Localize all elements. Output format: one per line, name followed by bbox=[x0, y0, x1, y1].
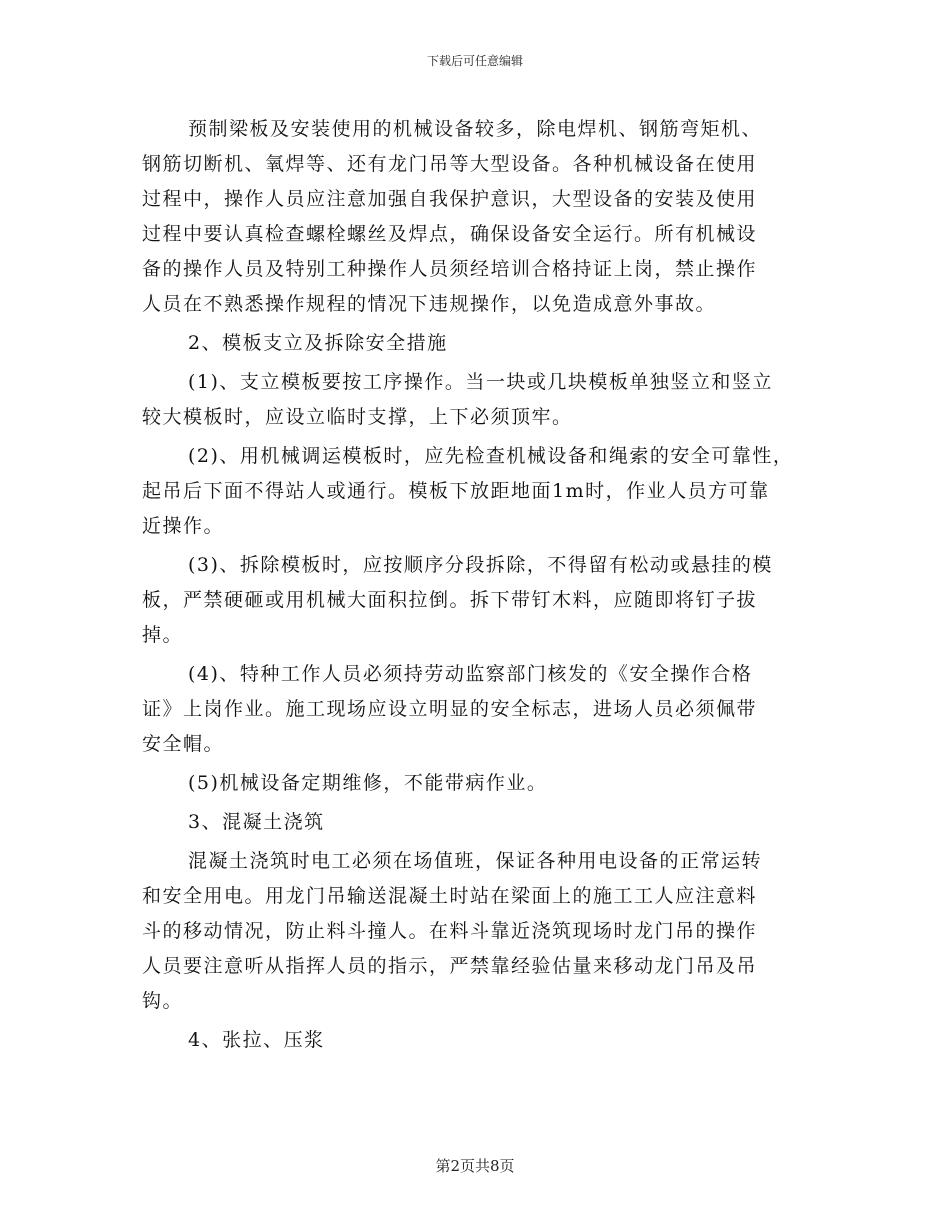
paragraph-line: 过程中要认真检查螺栓螺丝及焊点，确保设备安全运行。所有机械设 bbox=[142, 223, 758, 245]
paragraph-line: 斗的移动情况，防止料斗撞人。在料斗靠近浇筑现场时龙门吊的操作 bbox=[142, 920, 758, 942]
paragraph-line: (2)、用机械调运模板时，应先检查机械设备和绳索的安全可靠性， bbox=[188, 445, 794, 467]
paragraph-line: 近操作。 bbox=[142, 515, 225, 537]
paragraph-line: 备的操作人员及特别工种操作人员须经培训合格持证上岗，禁止操作 bbox=[142, 258, 758, 280]
page-number: 第2页共8页 bbox=[435, 1157, 515, 1175]
paragraph-line: 人员要注意听从指挥人员的指示，严禁靠经验估量来移动龙门吊及吊 bbox=[142, 955, 758, 977]
paragraph-line: 钩。 bbox=[142, 990, 184, 1012]
paragraph-line: 混凝土浇筑时电工必须在场值班，保证各种用电设备的正常运转 bbox=[188, 850, 763, 872]
section-heading: 4、张拉、压浆 bbox=[188, 1029, 325, 1051]
paragraph-line: 预制梁板及安装使用的机械设备较多，除电焊机、钢筋弯矩机、 bbox=[188, 118, 763, 140]
section-heading: 2、模板支立及拆除安全措施 bbox=[188, 332, 448, 354]
page-header-note: 下载后可任意编辑 bbox=[426, 54, 523, 68]
paragraph-line: 安全帽。 bbox=[142, 733, 225, 755]
paragraph-line: 较大模板时，应设立临时支撑，上下必须顶牢。 bbox=[142, 406, 573, 428]
paragraph-line: (3)、拆除模板时，应按顺序分段拆除，不得留有松动或悬挂的模 bbox=[188, 554, 773, 576]
paragraph-line: 人员在不熟悉操作规程的情况下违规操作，以免造成意外事故。 bbox=[142, 293, 717, 315]
paragraph-line: (4)、特种工作人员必须持劳动监察部门核发的《安全操作合格 bbox=[188, 663, 753, 685]
paragraph-line: 起吊后下面不得站人或通行。模板下放距地面1m时，作业人员方可靠 bbox=[142, 480, 770, 502]
paragraph-line: 板，严禁硬砸或用机械大面积拉倒。拆下带钉木料，应随即将钉子拔 bbox=[142, 589, 758, 611]
section-heading: 3、混凝土浇筑 bbox=[188, 811, 325, 833]
paragraph-line: (1)、支立模板要按工序操作。当一块或几块模板单独竖立和竖立 bbox=[188, 371, 773, 393]
paragraph-line: 和安全用电。用龙门吊输送混凝土时站在梁面上的施工工人应注意料 bbox=[142, 885, 758, 907]
paragraph-line: 掉。 bbox=[142, 624, 184, 646]
paragraph-line: 过程中，操作人员应注意加强自我保护意识，大型设备的安装及使用 bbox=[142, 188, 758, 210]
document-body bbox=[142, 112, 822, 1058]
paragraph-line: 证》上岗作业。施工现场应设立明显的安全标志，进场人员必须佩带 bbox=[142, 698, 758, 720]
paragraph-line: (5)机械设备定期维修，不能带病作业。 bbox=[188, 772, 548, 794]
paragraph-line: 钢筋切断机、氧焊等、还有龙门吊等大型设备。各种机械设备在使用 bbox=[142, 153, 758, 175]
